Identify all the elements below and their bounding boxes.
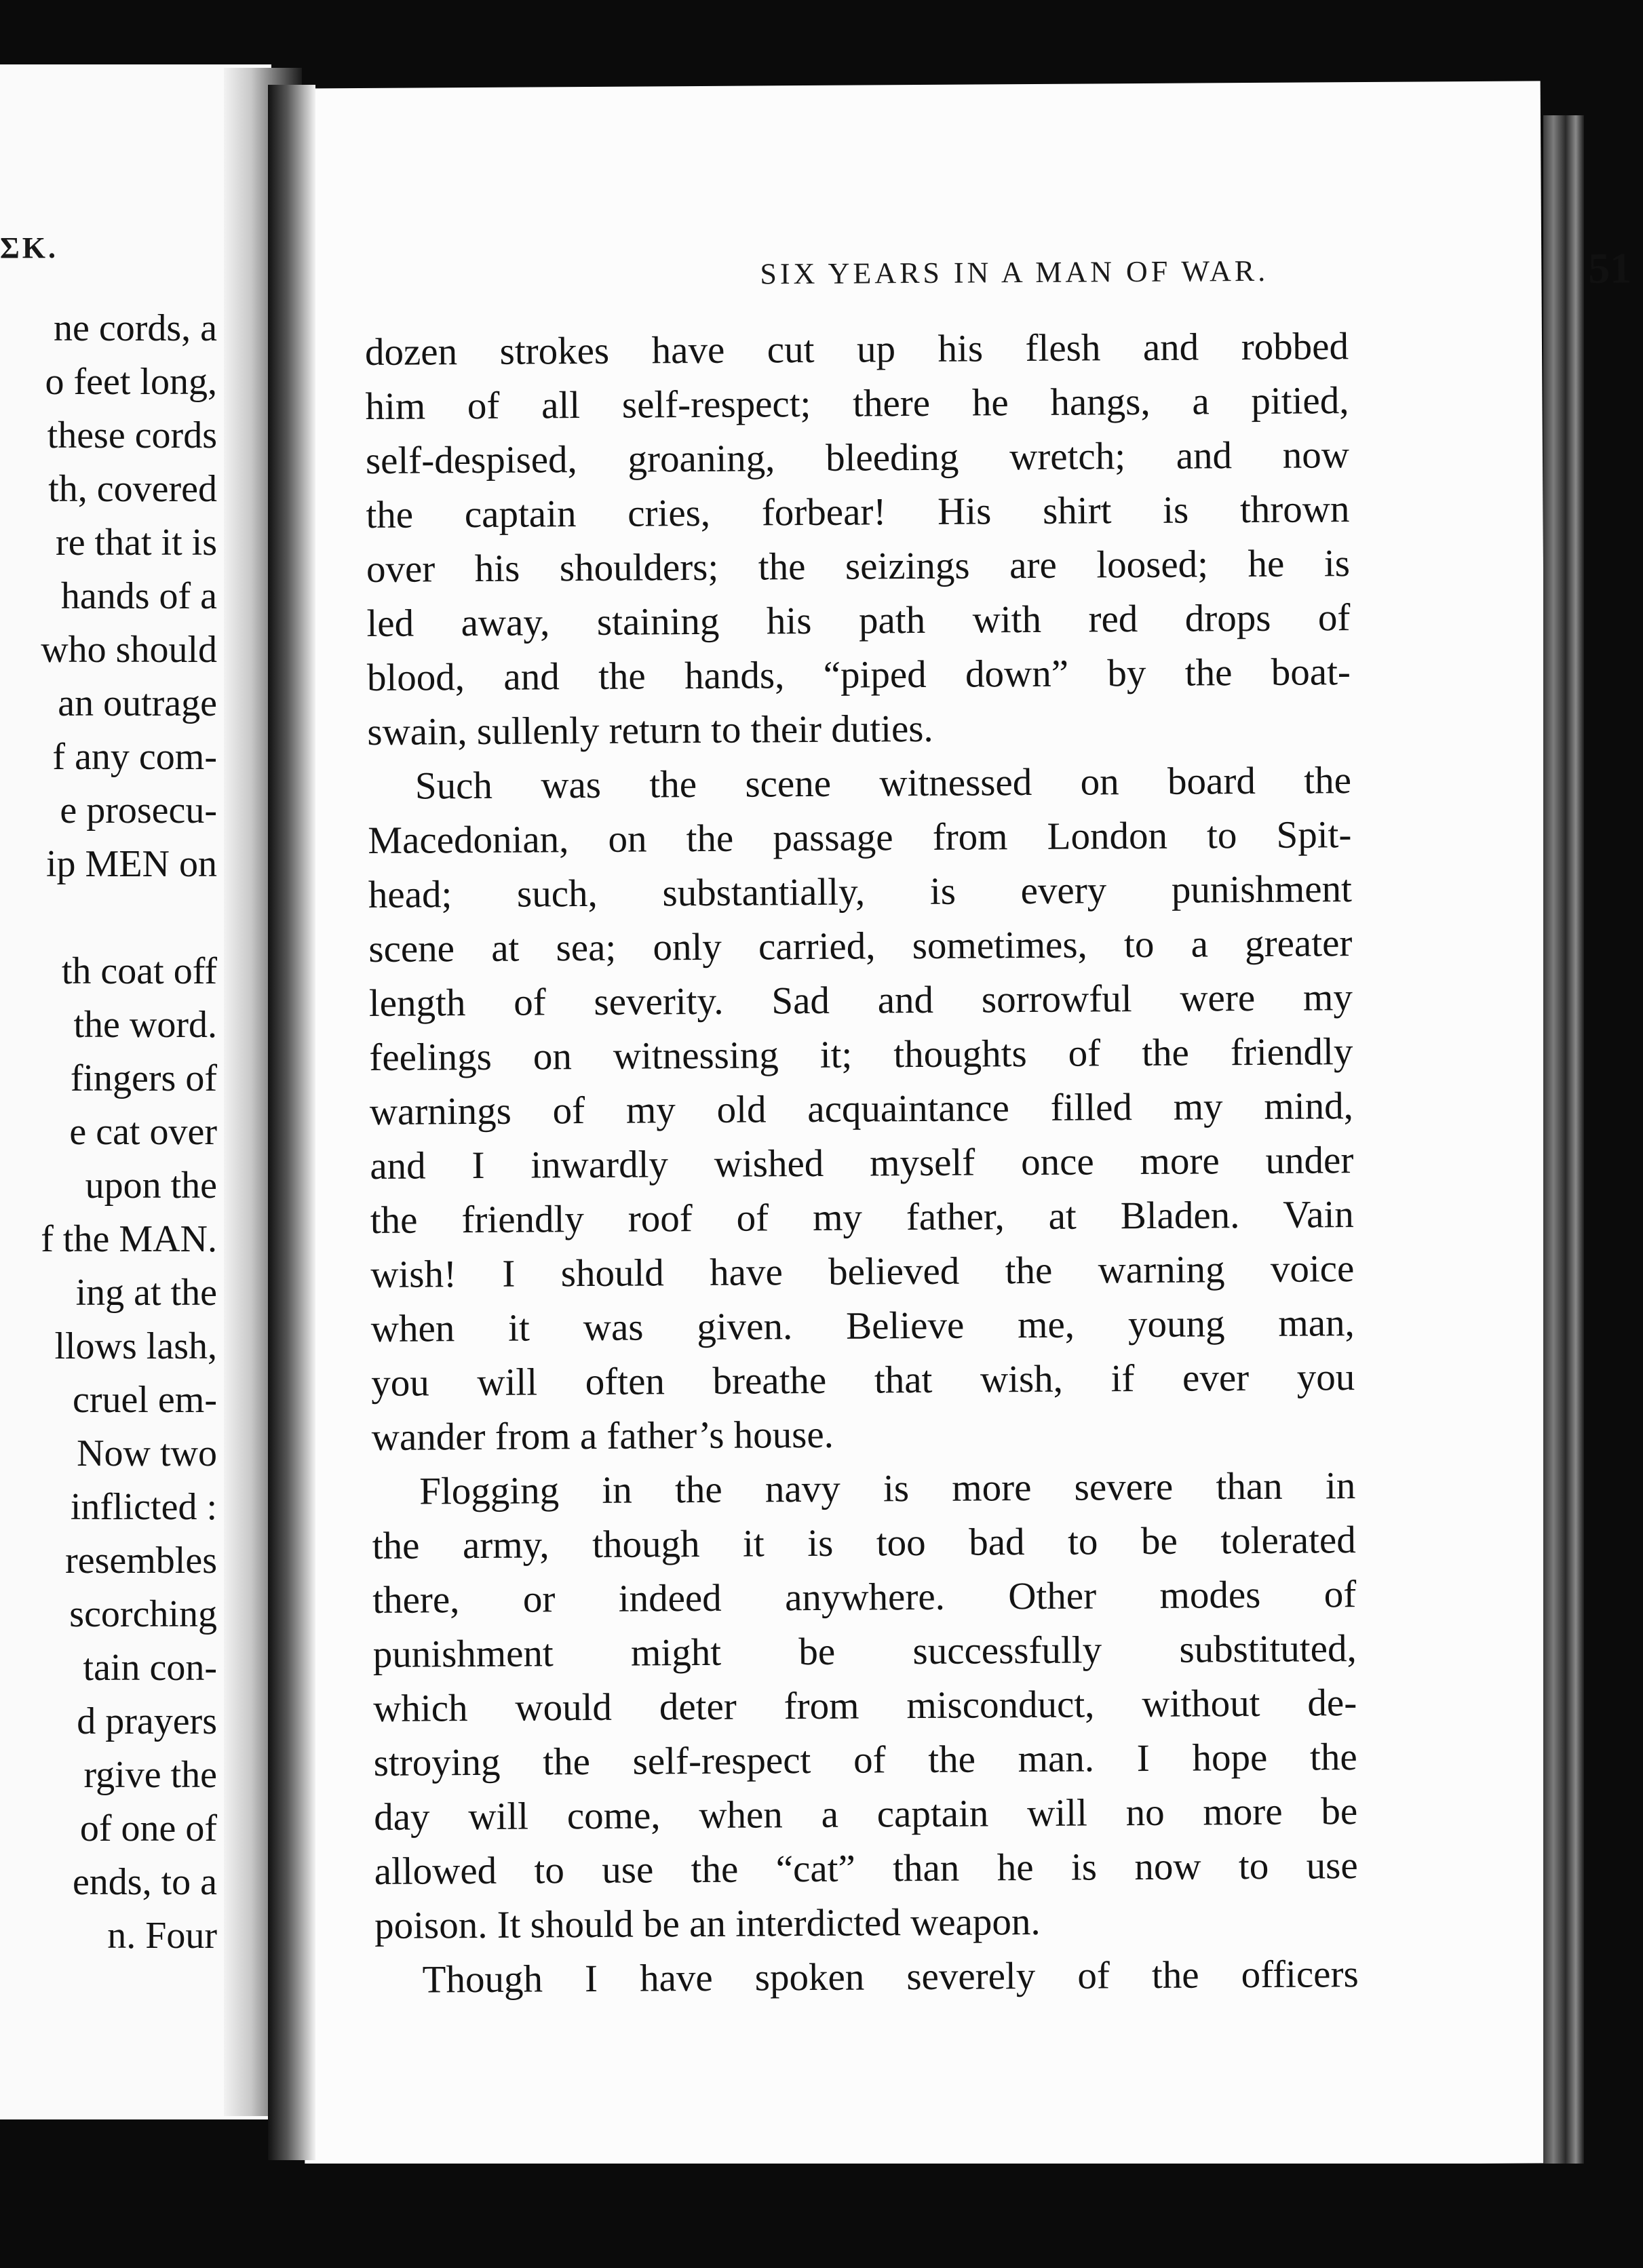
text-line: head; such, substantially, is every punishment (368, 867, 1353, 916)
page-body (365, 319, 1359, 2008)
paragraph-end-line: swain, sullenly return to their duties. (367, 707, 933, 754)
left-line: upon the (85, 1165, 217, 1207)
paragraph-start-line: Flogging in the navy is more severe than in (419, 1464, 1356, 1513)
left-line: re that it is (56, 522, 217, 564)
left-line: cruel em- (73, 1379, 217, 1421)
left-line: ne cords, a (53, 307, 217, 349)
left-line: the word. (73, 1004, 217, 1046)
left-line: fingers of (70, 1057, 217, 1099)
text-line: self-despised, groaning, bleeding wretch; and now (365, 433, 1350, 482)
text-line: scene at sea; only carried, sometimes, to a greater (368, 922, 1353, 971)
text-line: allowed to use the “cat” than he is now to use (374, 1844, 1358, 1893)
left-running-head: ΣK. (0, 231, 58, 265)
text-line: day will come, when a captain will no more be (374, 1790, 1358, 1839)
left-line: hands of a (60, 575, 217, 617)
right-gutter-shadow (268, 85, 315, 2160)
text-line: him of all self-respect; there he hangs, a pitied, (365, 379, 1349, 428)
text-line: when it was given. Believe me, young man, (370, 1302, 1355, 1350)
left-line: ing at the (75, 1272, 217, 1314)
running-head (573, 243, 1631, 298)
paragraph-start-line: Though I have spoken severely of the officers (422, 1953, 1359, 2001)
left-line: tain con- (83, 1647, 217, 1689)
text-line: the captain cries, forbear! His shirt is thrown (366, 488, 1350, 536)
text-line: feelings on witnessing it; thoughts of the friendly (369, 1030, 1353, 1079)
text-line: length of severity. Sad and sorrowful were my (368, 976, 1353, 1025)
text-line: over his shoulders; the seizings are loosed; he is (366, 542, 1351, 591)
text-line: the friendly roof of my father, at Bladen. Vain (370, 1193, 1355, 1242)
text-line: there, or indeed anywhere. Other modes of (372, 1573, 1357, 1622)
page-edge (1543, 115, 1584, 2170)
text-line: dozen strokes have cut up his flesh and robbed (364, 325, 1349, 374)
running-title: SIX YEARS IN A MAN OF WAR. (760, 254, 1269, 291)
left-line: th coat off (61, 950, 217, 992)
left-line: scorching (69, 1593, 217, 1635)
text-line: punishment might be successfully substituted, (372, 1627, 1357, 1676)
left-line: who should (41, 629, 217, 671)
left-line: d prayers (77, 1700, 217, 1742)
page-number: 51 (1588, 243, 1632, 292)
left-line: an outrage (58, 682, 217, 724)
left-line: n. Four (107, 1915, 217, 1957)
left-line: these cords (47, 414, 217, 456)
text-line: which would deter from misconduct, without de- (373, 1681, 1357, 1730)
scan-background-bottom (0, 2164, 1598, 2268)
text-line: led away, staining his path with red drops of (366, 596, 1351, 645)
paragraph-end-line: wander from a father’s house. (371, 1413, 834, 1459)
left-line: Now two (77, 1432, 217, 1474)
left-line: o feet long, (45, 361, 217, 403)
left-line (0, 891, 217, 945)
left-line: e cat over (69, 1111, 217, 1153)
right-page (292, 81, 1632, 2170)
left-line: inflicted : (70, 1486, 217, 1528)
text-line: wish! I should have believed the warning voice (370, 1247, 1355, 1296)
left-line: llows lash, (54, 1325, 217, 1367)
paragraph-end-line: poison. It should be an interdicted weapon. (374, 1900, 1041, 1947)
text-line: and I inwardly wished myself once more under (370, 1139, 1354, 1188)
text-line: warnings of my old acquaintance filled my mind, (369, 1084, 1354, 1133)
text-line: blood, and the hands, “piped down” by the boat- (366, 650, 1351, 699)
left-line: rgive the (83, 1754, 217, 1796)
left-line: f the MAN. (41, 1218, 217, 1260)
text-line: stroying the self-respect of the man. I hope the (373, 1736, 1357, 1784)
text-line: the army, though it is too bad to be tolerated (372, 1519, 1356, 1567)
left-line: th, covered (48, 468, 217, 510)
left-line: resembles (65, 1540, 217, 1582)
left-line: e prosecu- (60, 789, 217, 832)
left-line: f any com- (52, 736, 217, 778)
text-line: Macedonian, on the passage from London to Spit- (368, 813, 1352, 862)
text-line: you will often breathe that wish, if ever you (371, 1356, 1355, 1405)
left-line: ends, to a (72, 1861, 217, 1903)
left-line: ip MEN on (46, 843, 217, 885)
left-line: of one of (79, 1807, 217, 1850)
paragraph-start-line: Such was the scene witnessed on board the (414, 759, 1352, 808)
left-page-text (0, 302, 217, 1963)
